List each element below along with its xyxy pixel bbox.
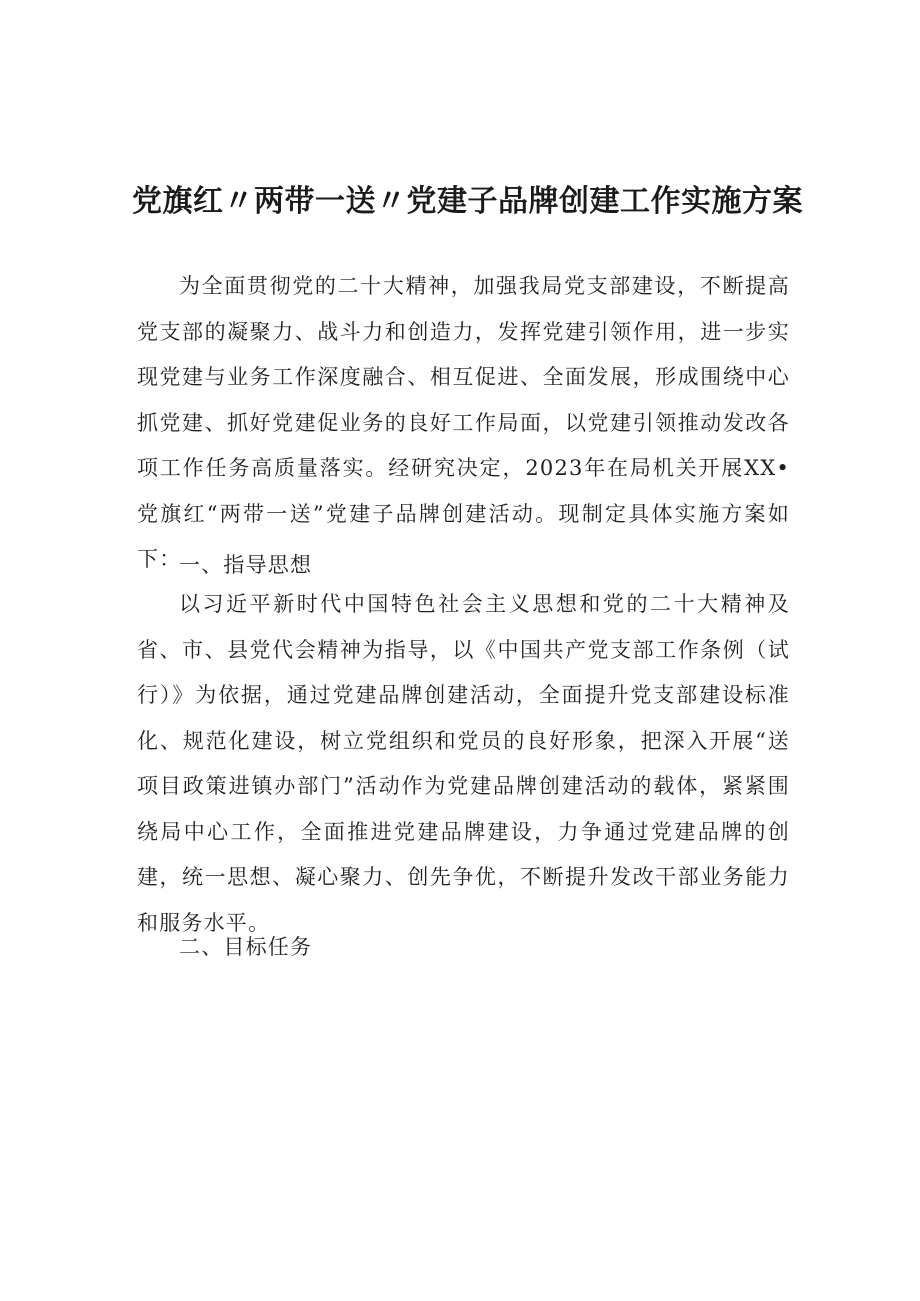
section-heading-goals-tasks: 二、目标任务 <box>179 935 313 959</box>
intro-paragraph: 为全面贯彻党的二十大精神，加强我局党支部建设，不断提高党支部的凝聚力、战斗力和创造力，发挥党建引领作用，进一步实现党建与业务工作深度融合、相互促进、全面发展，形成围绕中心抓党建、抓好党建促业务的良好工作局面，以党建引领推动发改各项工作任务高质量落实。经研究决定，2023年在局机关开展XX•党旗红“两带一送”党建子品牌创建活动。现制定具体实施方案如下： <box>137 274 790 571</box>
section-heading-guiding-ideology: 一、指导思想 <box>179 553 313 577</box>
guiding-ideology-paragraph: 以习近平新时代中国特色社会主义思想和党的二十大精神及省、市、县党代会精神为指导，以《中国共产党支部工作条例（试行）》为依据，通过党建品牌创建活动，全面提升党支部建设标准化、规范化建设，树立党组织和党员的良好形象，把深入开展“送项目政策进镇办部门”活动作为党建品牌创建活动的载体，紧紧围绕局中心工作，全面推进党建品牌建设，力争通过党建品牌的创建，统一思想、凝心聚力、创先争优，不断提升发改干部业务能力和服务水平。 <box>137 592 790 935</box>
document-title: 党旗红〃两带一送〃党建子品牌创建工作实施方案 <box>132 184 803 219</box>
